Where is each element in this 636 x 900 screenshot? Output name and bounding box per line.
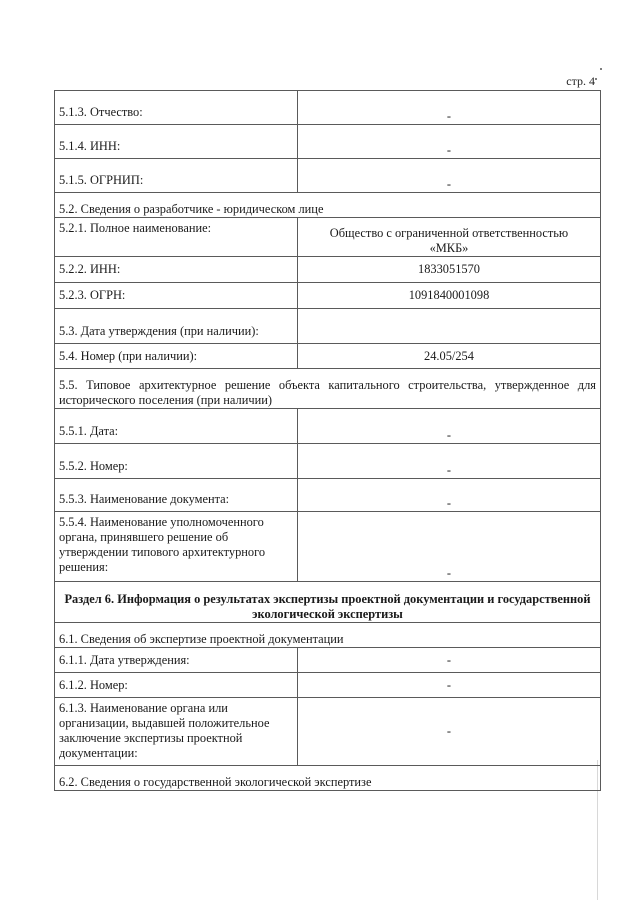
table-row <box>55 344 601 369</box>
field-value <box>298 309 601 344</box>
field-value-line: «МКБ» <box>429 241 469 255</box>
table-row <box>55 159 601 193</box>
field-value: 24.05/254 <box>298 344 601 369</box>
field-value: 1091840001098 <box>298 283 601 309</box>
subsection-row <box>55 766 601 791</box>
table-row <box>55 409 601 444</box>
table-row <box>55 91 601 125</box>
field-label: 5.5.2. Номер: <box>55 444 298 479</box>
field-value: - <box>298 673 601 698</box>
page-number: стр. 4 <box>566 74 595 88</box>
field-value <box>298 218 601 257</box>
field-label: 5.2.3. ОГРН: <box>55 283 298 309</box>
subsection-row <box>55 369 601 409</box>
field-label: 5.5.4. Наименование уполномоченного органа, принявшего решение об утверждении типового архитектурного решения: <box>55 512 298 582</box>
field-value: - <box>298 698 601 766</box>
table-row <box>55 698 601 766</box>
field-label: 5.5.3. Наименование документа: <box>55 479 298 512</box>
field-value: - <box>298 409 601 444</box>
table-row <box>55 125 601 159</box>
field-value: - <box>298 479 601 512</box>
permit-form-table <box>54 90 601 791</box>
section-heading: Раздел 6. Информация о результатах экспертизы проектной документации и государственной экологической экспертизы <box>55 582 601 623</box>
subsection-heading: 6.1. Сведения об экспертизе проектной документации <box>55 623 601 648</box>
field-label: 5.2.1. Полное наименование: <box>55 218 298 257</box>
field-value-line: Общество с ограниченной ответственностью <box>329 226 569 240</box>
field-value: - <box>298 512 601 582</box>
field-label: 6.1.1. Дата утверждения: <box>55 648 298 673</box>
subsection-heading: 6.2. Сведения о государственной экологической экспертизе <box>55 766 601 791</box>
field-value: 1833051570 <box>298 257 601 283</box>
table-row <box>55 648 601 673</box>
field-label: 6.1.3. Наименование органа или организации, выдавшей положительное заключение экспертизы проектной документации: <box>55 698 298 766</box>
field-value: - <box>298 648 601 673</box>
field-label: 5.2.2. ИНН: <box>55 257 298 283</box>
subsection-heading: 5.5. Типовое архитектурное решение объекта капитального строительства, утвержденное для исторического поселения (при наличии) <box>55 369 601 409</box>
subsection-row <box>55 623 601 648</box>
section-row <box>55 582 601 623</box>
field-value: - <box>298 125 601 159</box>
field-label: 6.1.2. Номер: <box>55 673 298 698</box>
field-label: 5.1.4. ИНН: <box>55 125 298 159</box>
field-label: 5.3. Дата утверждения (при наличии): <box>55 309 298 344</box>
table-row <box>55 218 601 257</box>
field-label: 5.1.3. Отчество: <box>55 91 298 125</box>
table-row <box>55 444 601 479</box>
scan-speck <box>595 78 597 80</box>
table-row <box>55 673 601 698</box>
table-row <box>55 479 601 512</box>
field-value: - <box>298 91 601 125</box>
table-row <box>55 309 601 344</box>
field-label: 5.4. Номер (при наличии): <box>55 344 298 369</box>
field-value: - <box>298 444 601 479</box>
table-row <box>55 512 601 582</box>
scan-speck <box>600 68 602 70</box>
table-row <box>55 257 601 283</box>
field-label: 5.1.5. ОГРНИП: <box>55 159 298 193</box>
subsection-row <box>55 193 601 218</box>
table-row <box>55 283 601 309</box>
subsection-heading: 5.2. Сведения о разработчике - юридическом лице <box>55 193 601 218</box>
field-label: 5.5.1. Дата: <box>55 409 298 444</box>
field-value: - <box>298 159 601 193</box>
